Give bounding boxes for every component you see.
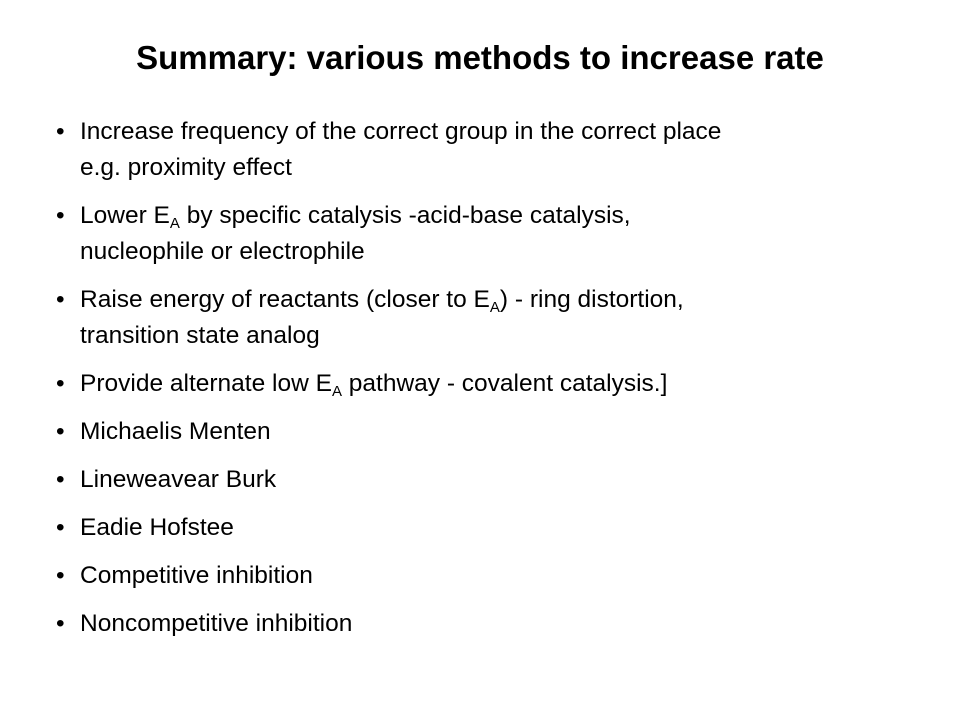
bullet-item — [56, 414, 936, 450]
bullet-text — [80, 558, 936, 594]
bullet-line — [80, 514, 234, 541]
subscript: A — [169, 215, 180, 232]
text-run: Michaelis Menten — [80, 418, 271, 445]
bullet-line — [80, 322, 320, 349]
bullet-line — [80, 562, 313, 589]
bullet-line — [80, 238, 365, 265]
bullet-text — [80, 510, 936, 546]
bullet-line — [80, 610, 352, 637]
text-run: Noncompetitive inhibition — [80, 610, 353, 637]
text-run: pathway - covalent catalysis.] — [341, 370, 668, 397]
subscript: A — [331, 383, 342, 400]
bullet-item — [56, 198, 936, 270]
bullet-text — [80, 114, 936, 186]
text-run: by specific catalysis -acid-base catalysis, — [179, 202, 631, 229]
bullet-item — [56, 282, 936, 354]
bullet-item — [56, 558, 936, 594]
slide-title: Summary: various methods to increase rate — [136, 39, 824, 76]
bullet-text — [80, 282, 936, 354]
text-run: nucleophile or electrophile — [80, 238, 365, 265]
text-run: transition state analog — [80, 322, 320, 349]
text-run: Eadie Hofstee — [80, 514, 234, 541]
bullet-item — [56, 366, 936, 402]
bullet-line — [80, 418, 271, 445]
bullet-marker: • — [56, 118, 65, 145]
bullet-marker: • — [56, 370, 65, 397]
bullet-item — [56, 114, 936, 186]
bullet-list — [56, 114, 936, 654]
bullet-line — [80, 286, 684, 316]
bullet-line — [80, 370, 668, 400]
bullet-line — [80, 202, 631, 232]
bullet-item — [56, 462, 936, 498]
bullet-marker: • — [56, 610, 65, 637]
text-run: Raise energy of reactants (closer to E — [80, 286, 490, 313]
bullet-marker: • — [56, 202, 65, 229]
text-run: Lower E — [80, 202, 170, 229]
bullet-text — [80, 414, 936, 450]
bullet-line — [80, 154, 292, 181]
text-run: Competitive inhibition — [80, 562, 313, 589]
bullet-line — [80, 466, 276, 493]
bullet-marker: • — [56, 514, 65, 541]
text-run: Increase frequency of the correct group in the correct place — [80, 118, 722, 145]
subscript: A — [489, 299, 500, 316]
bullet-item — [56, 510, 936, 546]
bullet-text — [80, 606, 936, 642]
bullet-item — [56, 606, 936, 642]
bullet-marker: • — [56, 466, 65, 493]
text-run: e.g. proximity effect — [80, 154, 292, 181]
bullet-marker: • — [56, 418, 65, 445]
bullet-marker: • — [56, 562, 65, 589]
text-run: Lineweavear Burk — [80, 466, 277, 493]
text-run: Provide alternate low E — [80, 370, 332, 397]
bullet-text — [80, 366, 936, 402]
bullet-marker: • — [56, 286, 65, 313]
text-run: ) - ring distortion, — [499, 286, 684, 313]
bullet-text — [80, 198, 936, 270]
bullet-text — [80, 462, 936, 498]
bullet-line — [80, 118, 721, 145]
